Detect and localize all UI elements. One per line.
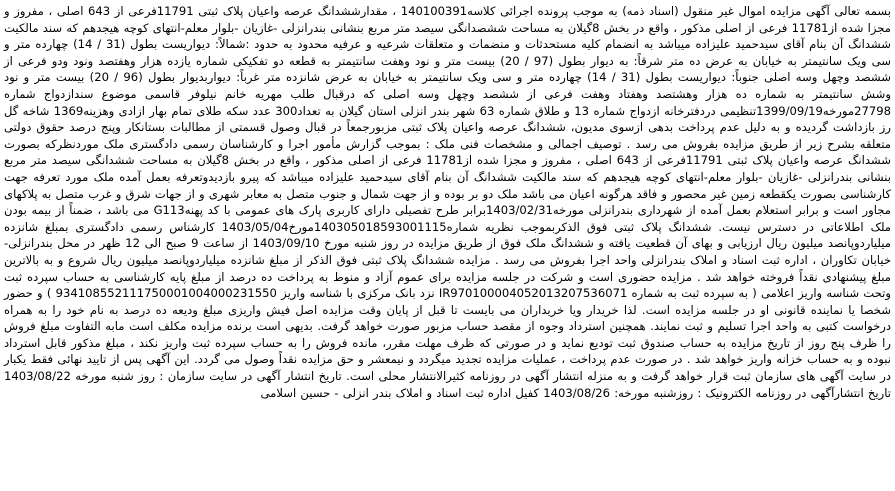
notice-body-text: بسمه تعالی آگهی مزایده اموال غیر منقول (اسناد ذمه) به موجب پرونده اجرائی کلاسه140100391 ، مقدارششدانگ عرصه واعیان پلاک ثبتی 11791فرعی از 643 اصلی ، مفروز و مجزا شده از11781 فرعی از اصلی مذکور ، واقع در بخش 8گیلان به مساحت ششصدانگی سیصد متر مربع بنشانی بندرانزلی -غازیان -بلوار معلم-انتهای کوچه هیجدهم که سند مالکیت ششدانگ آن بنام آقای سیدحمید علیزاده میباشد به انضمام کلیه مستحدثات و منضمات و متعلقات شرعیه و عرفیه محدود به حدود :شمالاً: دیواریست بطول (31 / 14) چهارده متر و سی ویک سانتیمتر به خیابان به عرض ده متر شرقاً: به دیوار بطول (97 / 20) بیست متر و نود وهفت سانتیمتر به قطعه دو تفکیکی شماره یازده هزار وهفتصد ونود ودو فرعی از ششصد وچهل وسه اصلی جنوباً: دیواریست بطول (31 / 14) چهارده متر و سی ویک سانتیمتر به خیابان به عرض شانزده متر غرباً: دیواربدیوار بطول (96 / 20) بیست متر و نود وشش سانتیمتر به شماره ده هزار وهشتصد وهفتاد وهفت فرعی از ششصد وچهل وسه اصلی که درقبال طلب مهریه خانم نیلوفر قاسمی موضوع سندازدواج شماره 27798مورخه1399/09/19تنظیمی دردفترخانه ازدواج شماره 13 و طلاق شماره 63 شهر بندر انزلی استان گیلان به تعداد300 عدد سکه طلای تمام بهار ازادی وهزینه1369 شاخه گل رز بازداشت گردیده و به دلیل عدم پرداخت بدهی ازسوی مدیون، ششدانگ عرصه واعیان پلاک ثبتی مزبورجمعاً در قبال وصول قسمتی از مطالبات بستانکار وپنج درصد حقوق دولتی متعلقه بشرح زیر از طریق مزایده بفروش می رسد . توصیف اجمالی و مشخصات فنی ملک : بموجب گزارش مأمور اجرا و کارشناسان رسمی دادگستری ملک موردنظرکه بصورت ششدانگ عرصه واعیان پلاک ثبتی 11791فرعی از 643 اصلی ، مفروز و مجزا شده از11781 فرعی از اصلی مذکور ، واقع در بخش 8گیلان به مساحت ششدانگی سیصد متر مربع بنشانی بندرانزلی -غازیان -بلوار معلم-انتهای کوچه هیجدهم که سند مالکیت ششدانگ آن بنام آقای سیدحمید علیزاده میباشد که پیرو بازدیدوتعرفه بعمل آمده ملک مورد تعرفه جهت کارشناسی بصورت یکقطعه زمین غیر محصور و فاقد هرگونه اعیان می باشد ملک دو بر بوده و از جهت شمال و جنوب متصل به معابر شهری و از جهات شرق و غرب متصل به پلاکهای مجاور است و برابر استعلام بعمل آمده از شهرداری بندرانزلی مورخه1403/02/31برابر طرح تفصیلی دارای کاربری پارک های عمومی با کد پهنهG113 می باشد ، ضمناً از بیمه بودن ملک اطلاعاتی در دسترس نیست. ششدانگ پلاک ثبتی فوق الذکربموجب نظریه شماره140305018593001115مورخ1403/05/04 کارشناس رسمی دادگستری بمبلغ شانزده میلیاردوپانصد میلیون ریال ارزیابی و بهای آن قطعیت یافته و ششدانگ ملک فوق از طریق مزایده در روز شنبه مورخ 1403/09/10 از ساعت 9 صبح الی 12 ظهر در محل بندرانزلی- خیابان تکاوران ، اداره ثبت اسناد و املاک بندرانزلی واحد اجرا بفروش می رسد . مزایده ششدانگ پلاک ثبتی فوق الذکر از مبلغ شانزده میلیاردوپانصد میلیون ریال شروع و به بالاترین مبلغ پیشنهادی نقداً فروخته خواهد شد . مزایده حضوری است و شرکت در جلسه مزایده برای عموم آزاد و منوط به پرداخت ده درصد از مبلغ پایه کارشناسی به حساب سپرده ثبت وتحت شناسه واریز اعلامی ( به سپرده ثبت به شماره IR970100004052013207536071 نزد بانک مرکزی با شناسه واریز 934108552111750001004000231550 ) و حضور شخصا یا نماینده قانونی او در جلسه مزایده است. لذا خریدار ویا خریداران می بایست تا قبل از پایان وقت مزایده اصل فیش واریزی مبلغ ودیعه ده درصد به نام خود را به همراه درخواست کتبی به واحد اجرا تسلیم و ثبت نمایند. همچنین استرداد وجوه از مقصد حساب مزبور صورت خواهد گرفت. بدیهی است برنده مزایده مکلف است مابه التفاوت مبلغ فروش را ظرف پنج روز از تاریخ مزایده به حساب صندوق ثبت تودیع نماید و در صورتی که ظرف مهلت مقرر، مانده فروش را به حساب سپرده ثبت واریز نکند ، مبلغ مذکور قابل استرداد نبوده و به حساب خزانه واریز خواهد شد . در صورت عدم پرداخت ، عملیات مزایده تجدید میگردد و نیمعشر و حق مزایده نقداً وصول می گردد. این آگهی پس از تایید نهائی فقط یکبار در سایت آگهی های سازمان ثبت قرار خواهد گرفت و به منزله انتشار آگهی در روزنامه کثیرالانتشار محلی است. تاریخ انتشار آگهی در سایت سازمان : روز شنبه مورخه 1403/08/22 تاریخ انتشارآگهی در روزنامه الکترونیک : روزشنبه مورخه: 1403/08/26 کفیل اداره ثبت اسناد و املاک بندر انزلی - حسین اسلامی <box>4 4 891 400</box>
